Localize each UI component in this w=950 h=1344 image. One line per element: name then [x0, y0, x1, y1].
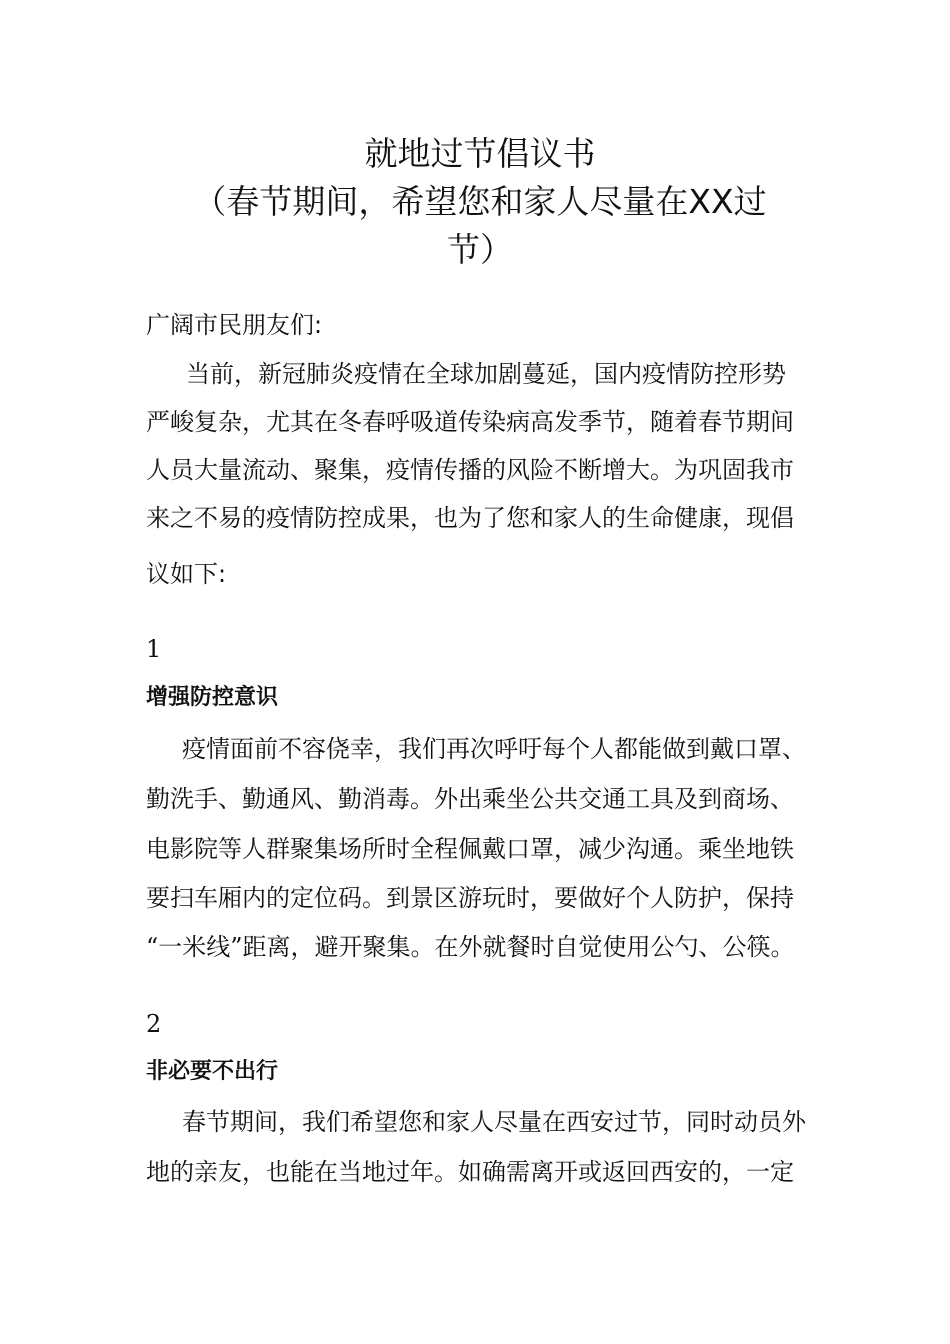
document-title-line-2: （春节期间，希望您和家人尽量在XX过: [193, 182, 767, 221]
document-title-line-3: 节）: [447, 230, 513, 269]
intro-line: 严峻复杂，尤其在冬春呼吸道传染病高发季节，随着春节期间: [146, 408, 794, 436]
section-body-line: 地的亲友，也能在当地过年。如确需离开或返回西安的，一定: [146, 1158, 794, 1186]
section-body-line: 要扫车厢内的定位码。到景区游玩时，要做好个人防护，保持: [146, 884, 794, 912]
section-heading: 增强防控意识: [146, 685, 279, 710]
salutation: 广阔市民朋友们:: [146, 311, 323, 339]
document-title-line-1: 就地过节倡议书: [364, 134, 596, 173]
section-body-line: 春节期间，我们希望您和家人尽量在西安过节，同时动员外: [182, 1108, 806, 1136]
section-number: 2: [146, 1010, 162, 1038]
section-number: 1: [146, 635, 162, 663]
section-body-line: 电影院等人群聚集场所时全程佩戴口罩，减少沟通。乘坐地铁: [146, 835, 794, 863]
intro-line: 当前，新冠肺炎疫情在全球加剧蔓延，国内疫情防控形势: [186, 360, 786, 388]
section-body-line: 疫情面前不容侥幸，我们再次呼吁每个人都能做到戴口罩、: [182, 735, 806, 763]
intro-line: 来之不易的疫情防控成果，也为了您和家人的生命健康，现倡: [146, 504, 794, 532]
intro-line: 人员大量流动、聚集，疫情传播的风险不断增大。为巩固我市: [146, 456, 794, 484]
section-body-line: 勤洗手、勤通风、勤消毒。外出乘坐公共交通工具及到商场、: [146, 785, 794, 813]
section-heading: 非必要不出行: [146, 1059, 279, 1084]
intro-line: 议如下:: [146, 560, 227, 588]
section-body-line: “一米线”距离，避开聚集。在外就餐时自觉使用公勺、公筷。: [146, 933, 795, 961]
